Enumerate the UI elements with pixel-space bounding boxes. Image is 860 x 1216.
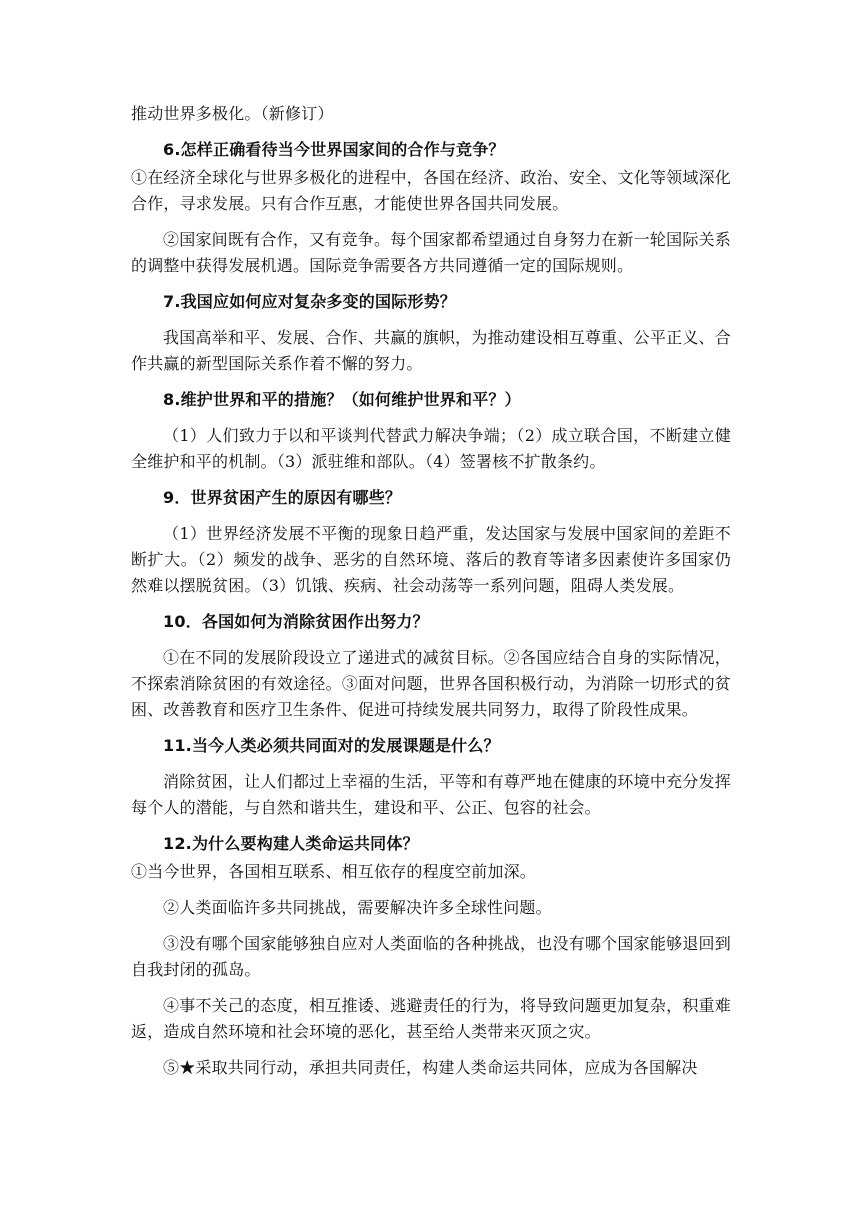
answer-paragraph: ①在不同的发展阶段设立了递进式的减贫目标。②各国应结合自身的实际情况，不探索消除贫困的有效途径。③面对问题，世界各国积极行动，为消除一切形式的贫困、改善教育和医疗卫生条件、促进可持续发展共同努力，取得了阶段性成果。 [131, 648, 731, 719]
answer-paragraph: ②国家间既有合作，又有竞争。每个国家都希望通过自身努力在新一轮国际关系的调整中获得发展机遇。国际竞争需要各方共同遵循一定的国际规则。 [131, 230, 731, 275]
answer-paragraph: ⑤★采取共同行动，承担共同责任，构建人类命运共同体，应成为各国解决 [163, 1058, 698, 1077]
question-heading-12: 12.为什么要构建人类命运共同体？ [163, 834, 419, 853]
question-heading-6: 6.怎样正确看待当今世界国家间的合作与竞争？ [163, 140, 505, 159]
paragraph-continuation: 推动世界多极化。（新修订） [131, 104, 334, 123]
answer-paragraph: （1）人们致力于以和平谈判代替武力解决争端；（2）成立联合国，不断建立健全维护和平的机制。（3）派驻维和部队。（4）签署核不扩散条约。 [131, 426, 731, 471]
question-heading-9: 9．世界贫困产生的原因有哪些？ [163, 488, 402, 507]
answer-paragraph: ③没有哪个国家能够独自应对人类面临的各种挑战，也没有哪个国家能够退回到自我封闭的孤岛。 [131, 934, 731, 979]
question-heading-8: 8.维护世界和平的措施？（如何维护世界和平？） [163, 390, 521, 409]
answer-paragraph: ②人类面临许多共同挑战，需要解决许多全球性问题。 [163, 898, 552, 917]
answer-paragraph: ①当今世界，各国相互联系、相互依存的程度空前加深。 [131, 862, 537, 881]
answer-paragraph: ①在经济全球化与世界多极化的进程中，各国在经济、政治、安全、文化等领域深化合作，寻求发展。只有合作互惠，才能使世界各国共同发展。 [131, 168, 731, 213]
question-heading-7: 7.我国应如何应对复杂多变的国际形势？ [163, 292, 457, 311]
answer-paragraph: ④事不关己的态度，相互推诿、逃避责任的行为，将导致问题更加复杂，积重难返，造成自然环境和社会环境的恶化，甚至给人类带来灭顶之灾。 [131, 996, 731, 1041]
question-heading-10: 10．各国如何为消除贫困作出努力？ [163, 612, 429, 631]
answer-paragraph: 我国高举和平、发展、合作、共赢的旗帜，为推动建设相互尊重、公平正义、合作共赢的新型国际关系作着不懈的努力。 [131, 328, 731, 373]
answer-paragraph: （1）世界经济发展不平衡的现象日趋严重，发达国家与发展中国家间的差距不断扩大。（2）频发的战争、恶劣的自然环境、落后的教育等诸多因素使许多国家仍然难以摆脱贫困。（3）饥饿、疾病、社会动荡等一系列问题，阻碍人类发展。 [131, 524, 731, 595]
question-heading-11: 11.当今人类必须共同面对的发展课题是什么？ [163, 736, 500, 755]
answer-paragraph: 消除贫困，让人们都过上幸福的生活，平等和有尊严地在健康的环境中充分发挥每个人的潜能，与自然和谐共生，建设和平、公正、包容的社会。 [131, 772, 731, 817]
document-body [131, 101, 731, 1091]
